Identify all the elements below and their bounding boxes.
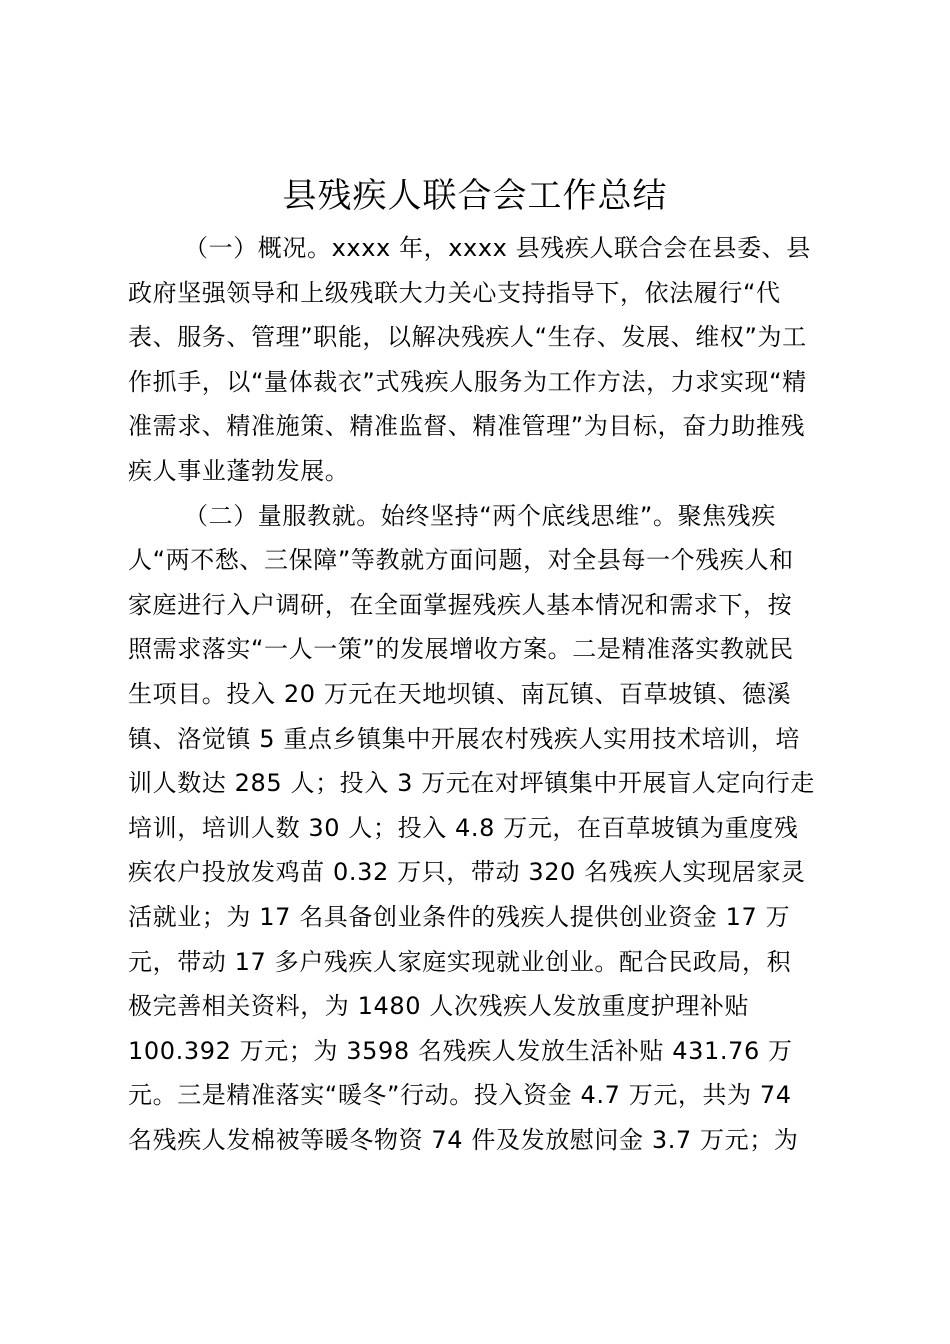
document-title: 县残疾人联合会工作总结 (282, 176, 668, 216)
paragraph-2-line: （二）量服教就。始终坚持“两个底线思维”。聚焦残疾 (184, 501, 776, 530)
document-body (128, 226, 840, 1162)
paragraph-2-line: 活就业；为 17 名具备创业条件的残疾人提供创业资金 17 万 (128, 902, 791, 931)
paragraph-1-line: 政府坚强领导和上级残联大力关心支持指导下，依法履行“代 (128, 278, 781, 307)
paragraph-1-line: 疾人事业蓬勃发展。 (128, 456, 350, 485)
paragraph-2-line: 训人数达 285 人；投入 3 万元在对坪镇集中开展盲人定向行走 (128, 769, 815, 798)
paragraph-1-line: 作抓手，以“量体裁衣”式残疾人服务为工作方法，力求实现“精 (128, 367, 807, 396)
paragraph-2-line: 家庭进行入户调研，在全面掌握残疾人基本情况和需求下，按 (128, 590, 793, 619)
paragraph-2-line: 疾农户投放发鸡苗 0.32 万只，带动 320 名残疾人实现居家灵 (128, 858, 806, 887)
paragraph-2-line: 照需求落实“一人一策”的发展增收方案。二是精准落实教就民 (128, 635, 794, 664)
paragraph-2-line: 名残疾人发棉被等暖冬物资 74 件及发放慰问金 3.7 万元；为 (128, 1125, 799, 1154)
paragraph-1-line: 表、服务、管理”职能，以解决残疾人“生存、发展、维权”为工 (128, 323, 807, 352)
paragraph-2-line: 极完善相关资料，为 1480 人次残疾人发放重度护理补贴 (128, 992, 750, 1021)
paragraph-2-line: 100.392 万元；为 3598 名残疾人发放生活补贴 431.76 万 (128, 1036, 793, 1065)
paragraph-2-line: 镇、洛觉镇 5 重点乡镇集中开展农村残疾人实用技术培训，培 (128, 724, 800, 753)
paragraph-1-line: （一）概况。xxxx 年，xxxx 县残疾人联合会在县委、县 (184, 234, 811, 262)
paragraph-2-line: 培训，培训人数 30 人；投入 4.8 万元，在百草坡镇为重度残 (128, 813, 799, 842)
paragraph-2-line: 生项目。投入 20 万元在天地坝镇、南瓦镇、百草坡镇、德溪 (128, 679, 792, 708)
paragraph-2-line: 元。三是精准落实“暖冬”行动。投入资金 4.7 万元，共为 74 (128, 1081, 792, 1110)
paragraph-1-line: 准需求、精准施策、精准监督、精准管理”为目标，奋力助推残 (128, 412, 806, 441)
paragraph-2-line: 元，带动 17 多户残疾人家庭实现就业创业。配合民政局，积 (128, 947, 792, 976)
paragraph-2-line: 人“两不愁、三保障”等教就方面问题，对全县每一个残疾人和 (128, 546, 794, 575)
